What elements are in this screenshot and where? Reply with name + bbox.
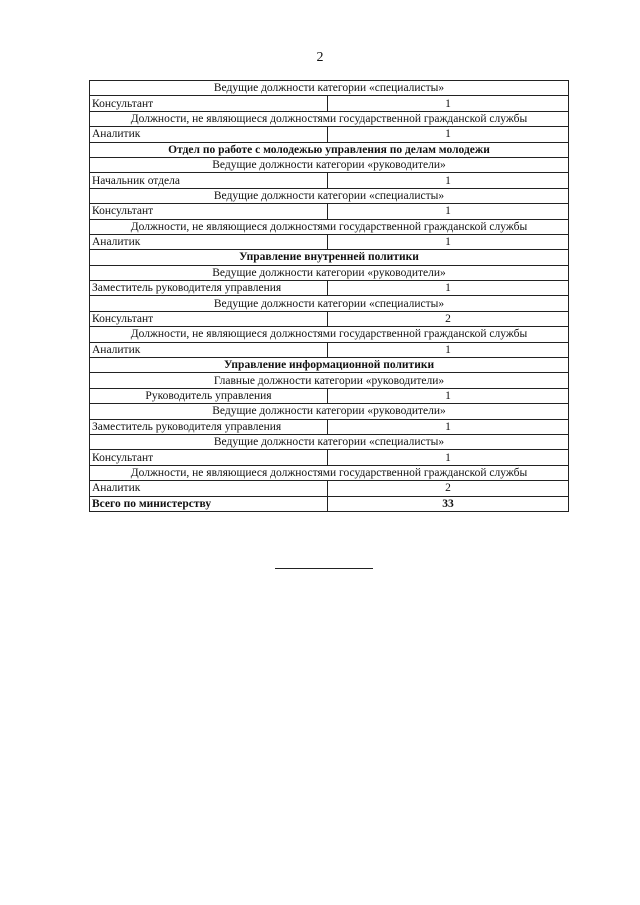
position-title: Заместитель руководителя управления [90,281,328,296]
position-count: 1 [328,450,569,465]
position-title: Консультант [90,204,328,219]
category-name: Ведущие должности категории «руководители» [90,157,569,172]
position-count: 1 [328,96,569,111]
category-name: Ведущие должности категории «руководители» [90,404,569,419]
page-number: 2 [316,50,324,65]
category-header-row [90,373,569,388]
position-row [90,342,569,357]
department-name: Управление внутренней политики [90,250,569,265]
staff-table-body [90,81,569,512]
position-row [90,311,569,326]
category-name: Главные должности категории «руководители» [90,373,569,388]
position-count: 1 [328,419,569,434]
category-name: Ведущие должности категории «специалисты» [90,296,569,311]
category-header-row [90,327,569,342]
position-title: Руководитель управления [90,388,328,403]
position-row [90,419,569,434]
position-title: Аналитик [90,234,328,249]
total-count: 33 [328,496,569,511]
category-name: Ведущие должности категории «специалисты» [90,81,569,96]
department-name: Управление информационной политики [90,358,569,373]
position-row [90,281,569,296]
total-label: Всего по министерству [90,496,328,511]
position-row [90,127,569,142]
position-title: Начальник отдела [90,173,328,188]
position-title: Аналитик [90,481,328,496]
department-header-row [90,250,569,265]
position-row [90,204,569,219]
position-title: Консультант [90,450,328,465]
category-name: Ведущие должности категории «специалисты» [90,434,569,449]
position-count: 1 [328,342,569,357]
position-title: Заместитель руководителя управления [90,419,328,434]
position-row [90,450,569,465]
category-name: Ведущие должности категории «специалисты» [90,188,569,203]
category-header-row [90,404,569,419]
category-header-row [90,434,569,449]
category-header-row [90,465,569,480]
category-name: Должности, не являющиеся должностями государственной гражданской службы [90,465,569,480]
category-name: Должности, не являющиеся должностями государственной гражданской службы [90,219,569,234]
position-count: 1 [328,173,569,188]
staff-table [89,80,569,512]
category-name: Ведущие должности категории «руководители» [90,265,569,280]
department-header-row [90,358,569,373]
position-row [90,96,569,111]
department-name: Отдел по работе с молодежью управления по делам молодежи [90,142,569,157]
position-count: 1 [328,234,569,249]
category-header-row [90,111,569,126]
category-name: Должности, не являющиеся должностями государственной гражданской службы [90,111,569,126]
position-row [90,388,569,403]
category-header-row [90,219,569,234]
position-row [90,481,569,496]
position-title: Консультант [90,311,328,326]
position-count: 1 [328,204,569,219]
category-header-row [90,188,569,203]
end-divider [275,568,373,569]
category-header-row [90,265,569,280]
category-header-row [90,296,569,311]
position-title: Консультант [90,96,328,111]
position-count: 2 [328,311,569,326]
position-row [90,234,569,249]
category-name: Должности, не являющиеся должностями государственной гражданской службы [90,327,569,342]
position-row [90,173,569,188]
position-title: Аналитик [90,127,328,142]
position-count: 1 [328,388,569,403]
position-title: Аналитик [90,342,328,357]
department-header-row [90,142,569,157]
category-header-row [90,81,569,96]
position-count: 1 [328,281,569,296]
position-count: 1 [328,127,569,142]
total-row [90,496,569,511]
position-count: 2 [328,481,569,496]
category-header-row [90,157,569,172]
